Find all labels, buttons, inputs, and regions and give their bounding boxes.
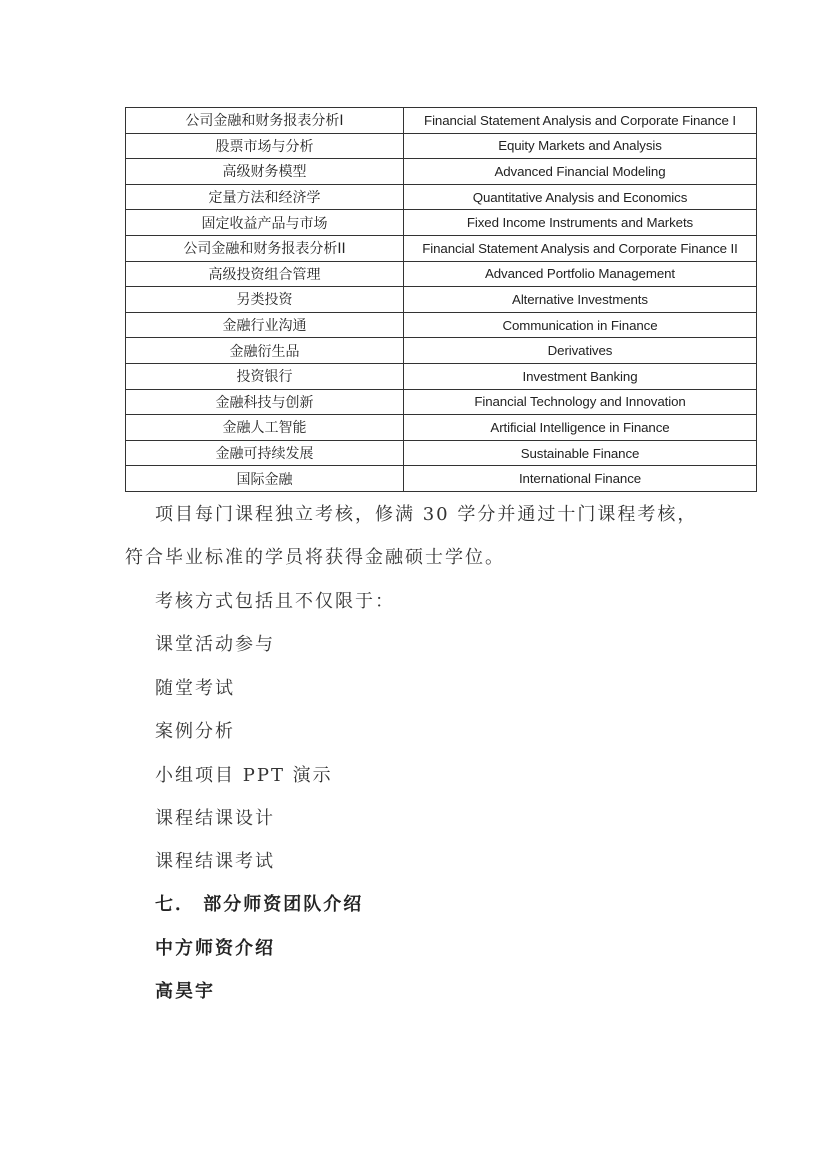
course-name-en: Sustainable Finance [404, 440, 757, 466]
course-name-zh: 金融衍生品 [126, 338, 404, 364]
course-row [126, 108, 757, 134]
course-name-en: Financial Statement Analysis and Corporate Finance II [404, 235, 757, 261]
course-name-en: Quantitative Analysis and Economics [404, 184, 757, 210]
course-table [125, 107, 757, 492]
assessment-paragraph-line2: 符合毕业标准的学员将获得金融硕士学位。 [125, 547, 505, 568]
course-name-en: Equity Markets and Analysis [404, 133, 757, 159]
course-name-en: International Finance [404, 466, 757, 492]
course-row [126, 235, 757, 261]
course-name-zh: 公司金融和财务报表分析II [126, 235, 404, 261]
course-row [126, 184, 757, 210]
method-item: 案例分析 [155, 721, 235, 742]
course-row [126, 338, 757, 364]
course-name-en: Financial Technology and Innovation [404, 389, 757, 415]
course-name-en: Investment Banking [404, 363, 757, 389]
course-name-en: Fixed Income Instruments and Markets [404, 210, 757, 236]
course-name-zh: 金融科技与创新 [126, 389, 404, 415]
method-item: 小组项目 PPT 演示 [155, 765, 333, 786]
course-name-zh: 高级财务模型 [126, 159, 404, 185]
course-name-zh: 金融可持续发展 [126, 440, 404, 466]
faculty-subheading: 中方师资介绍 [155, 938, 275, 959]
course-row [126, 287, 757, 313]
methods-intro: 考核方式包括且不仅限于： [155, 591, 395, 612]
course-row [126, 389, 757, 415]
course-row [126, 159, 757, 185]
course-name-en: Financial Statement Analysis and Corporate Finance I [404, 108, 757, 134]
assessment-paragraph-line1: 项目每门课程独立考核，修满 30 学分并通过十门课程考核， [155, 504, 698, 525]
course-name-zh: 金融人工智能 [126, 415, 404, 441]
course-name-en: Advanced Financial Modeling [404, 159, 757, 185]
method-item: 课堂活动参与 [155, 634, 275, 655]
course-row [126, 312, 757, 338]
course-name-zh: 国际金融 [126, 466, 404, 492]
method-item: 课程结课考试 [155, 851, 275, 872]
course-name-zh: 股票市场与分析 [126, 133, 404, 159]
course-name-zh: 固定收益产品与市场 [126, 210, 404, 236]
course-row [126, 210, 757, 236]
course-name-zh: 金融行业沟通 [126, 312, 404, 338]
course-name-en: Communication in Finance [404, 312, 757, 338]
course-row [126, 363, 757, 389]
course-table-body [126, 108, 757, 492]
course-name-zh: 定量方法和经济学 [126, 184, 404, 210]
course-row [126, 466, 757, 492]
course-name-zh: 投资银行 [126, 363, 404, 389]
method-item: 课程结课设计 [155, 808, 275, 829]
course-name-en: Derivatives [404, 338, 757, 364]
method-item: 随堂考试 [155, 678, 235, 699]
course-row [126, 133, 757, 159]
course-row [126, 415, 757, 441]
section-heading: 七． 部分师资团队介绍 [155, 894, 364, 915]
course-name-en: Advanced Portfolio Management [404, 261, 757, 287]
faculty-name: 高昊宇 [155, 981, 215, 1002]
course-name-en: Artificial Intelligence in Finance [404, 415, 757, 441]
course-name-zh: 高级投资组合管理 [126, 261, 404, 287]
course-name-en: Alternative Investments [404, 287, 757, 313]
course-name-zh: 另类投资 [126, 287, 404, 313]
course-row [126, 261, 757, 287]
course-row [126, 440, 757, 466]
course-name-zh: 公司金融和财务报表分析I [126, 108, 404, 134]
